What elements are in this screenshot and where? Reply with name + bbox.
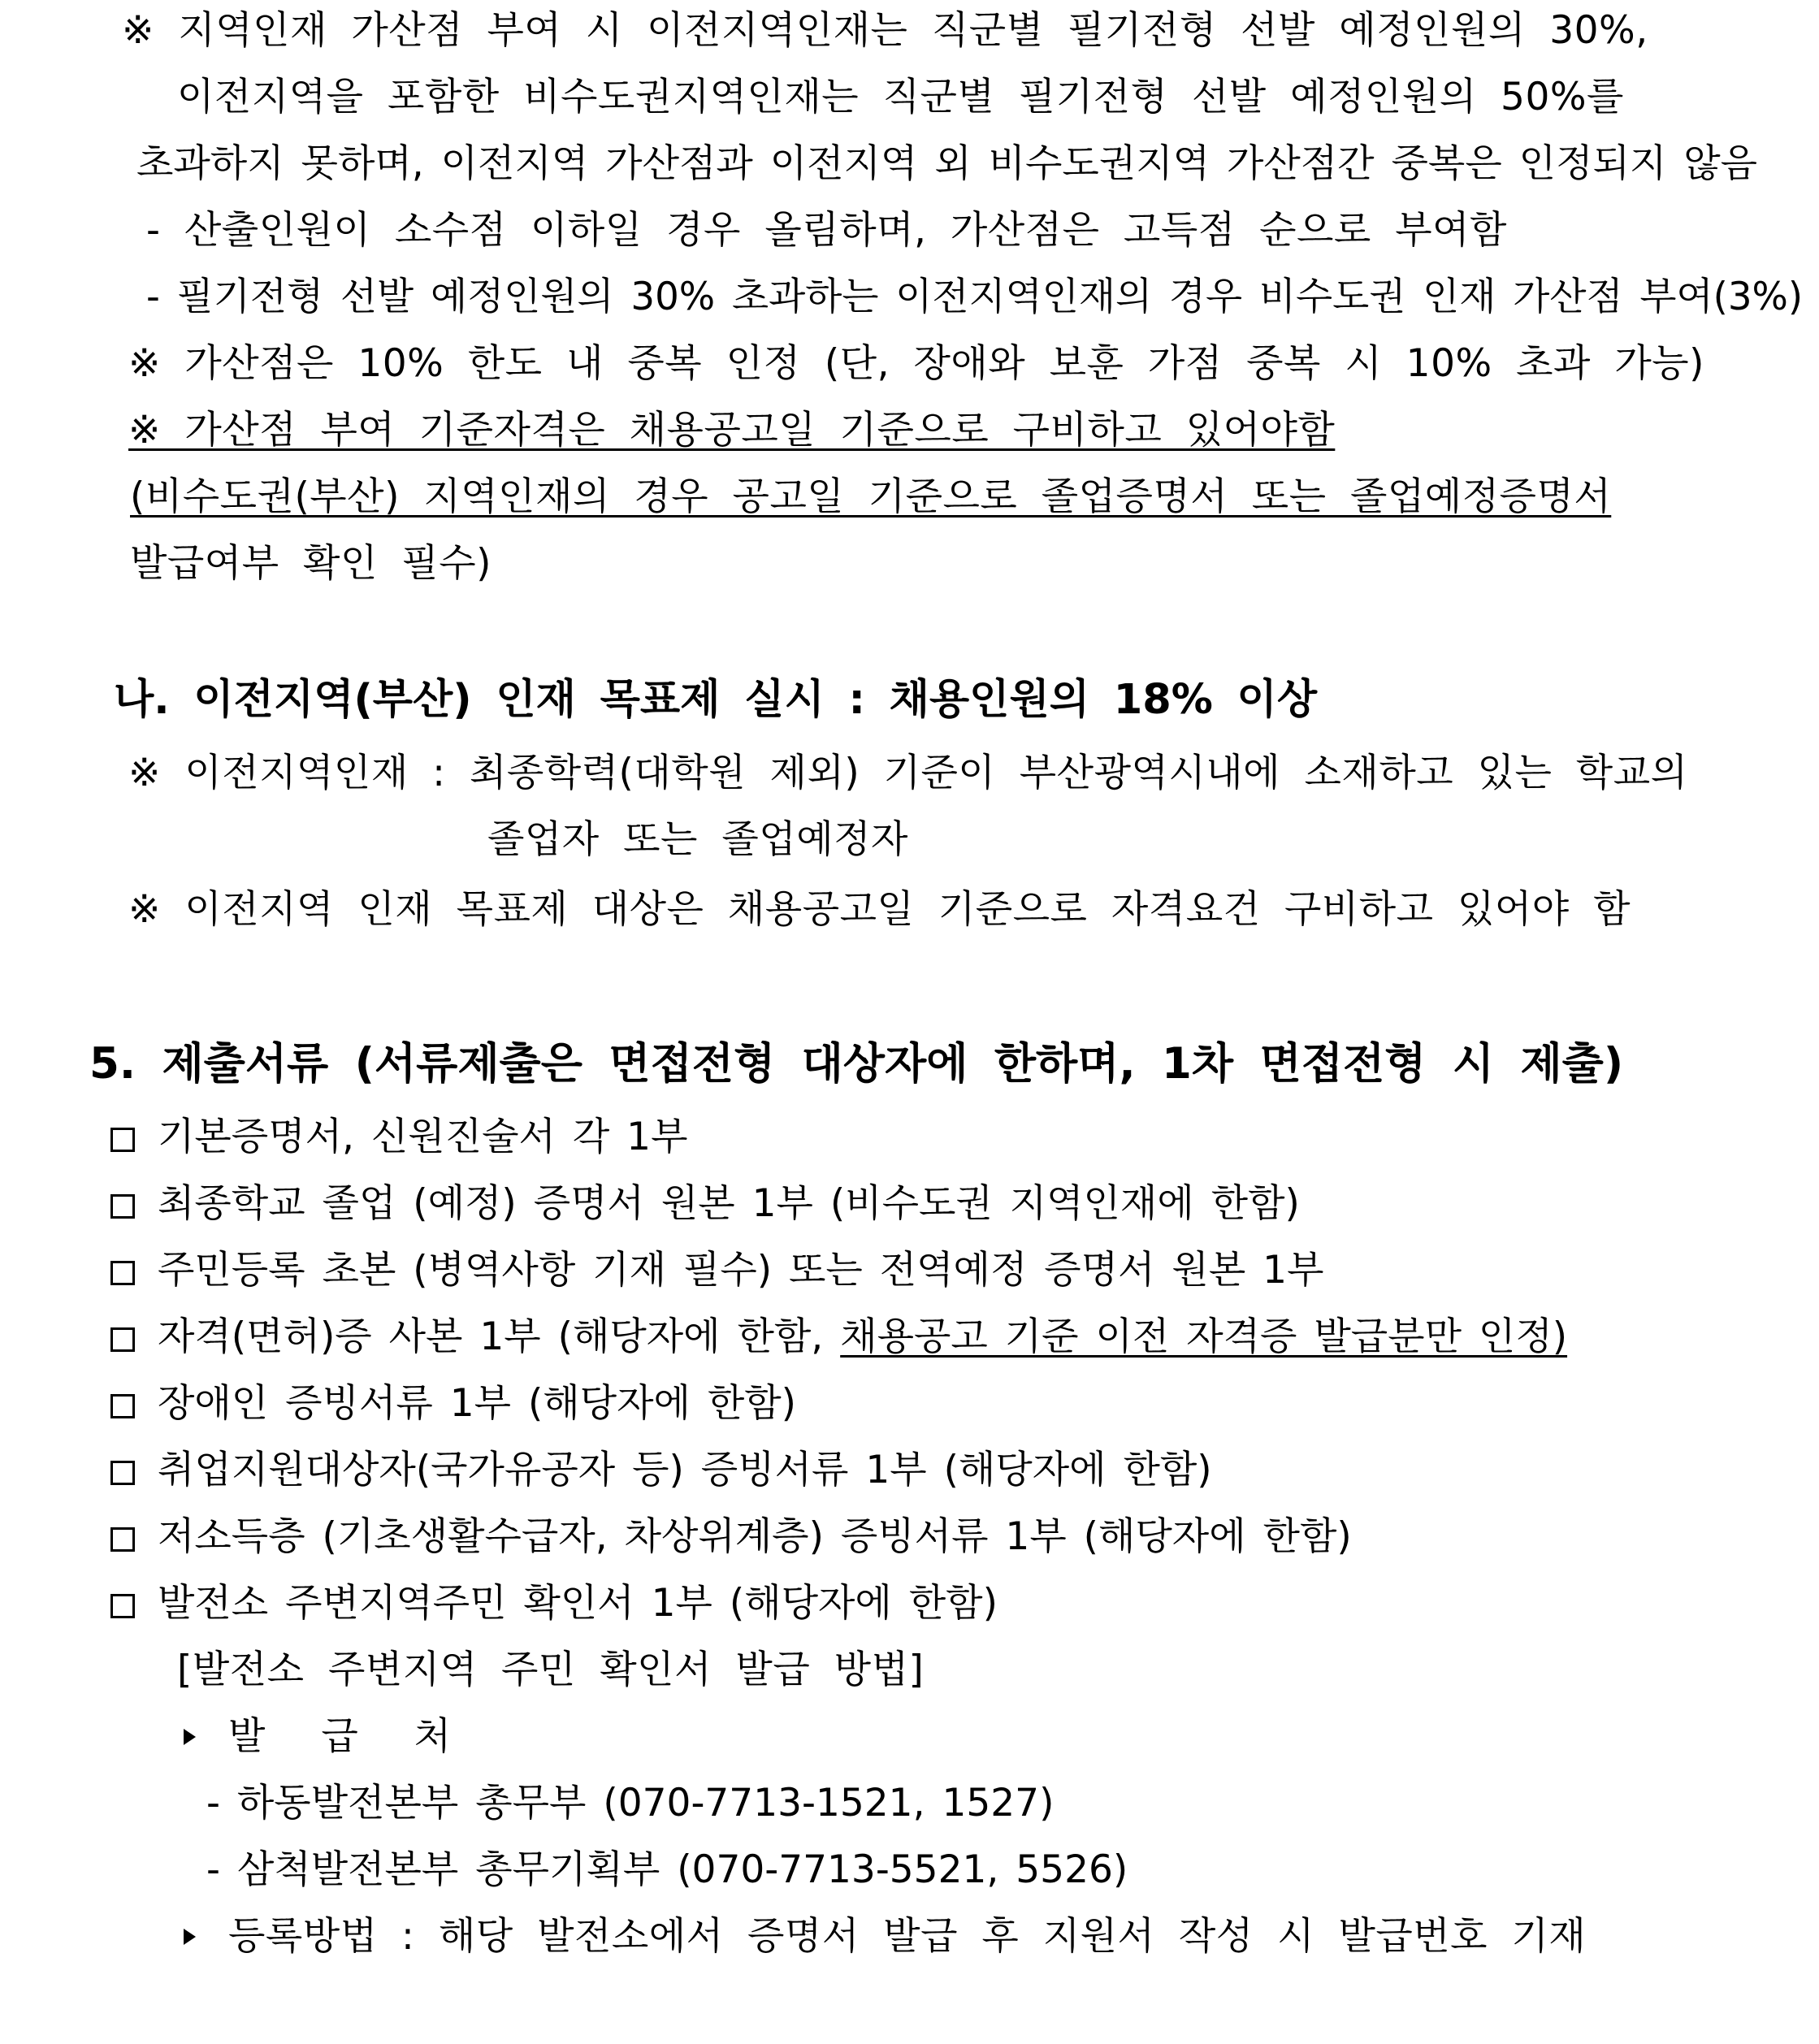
note-line: ※ 지역인재 가산점 부여 시 이전지역인재는 직군별 필기전형 선발 예정인원의 30%,: [122, 8, 1648, 53]
triangle-bullet-icon: [184, 1729, 196, 1745]
note-line-underlined: ※ 가산점 부여 기준자격은 채용공고일 기준으로 구비하고 있어야함: [128, 408, 1336, 453]
issuer-contact: - 하동발전본부 총무부 (070-7713-1521, 1527): [206, 1781, 1055, 1825]
underlined-condition: 채용공고 기준 이전 자격증 발급분만 인정): [840, 1314, 1568, 1359]
note-line: ※ 가산점은 10% 한도 내 중복 인정 (단, 장애와 보훈 가점 중복 시 10% 초과 가능): [128, 341, 1704, 386]
checkbox-icon: [110, 1594, 135, 1618]
checklist-item: 기본증명서, 신원진술서 각 1부: [110, 1113, 688, 1162]
note-line: 발급여부 확인 필수): [130, 541, 492, 586]
note-line-underlined: (비수도권(부산) 지역인재의 경우 공고일 기준으로 졸업증명서 또는 졸업예정증명서: [130, 474, 1612, 519]
issuer-heading: 발 급 처: [184, 1713, 467, 1761]
note-line: 졸업자 또는 졸업예정자: [487, 817, 908, 862]
checkbox-icon: [110, 1128, 135, 1152]
note-line: 이전지역을 포함한 비수도권지역인재는 직군별 필기전형 선발 예정인원의 50%를: [177, 75, 1624, 119]
checkbox-icon: [110, 1394, 135, 1418]
checkbox-icon: [110, 1527, 135, 1552]
checkbox-icon: [110, 1327, 135, 1352]
checkbox-icon: [110, 1194, 135, 1219]
issuer-contact: - 삼척발전본부 총무기획부 (070-7713-5521, 5526): [206, 1847, 1128, 1892]
checklist-item: 주민등록 초본 (병역사항 기재 필수) 또는 전역예정 증명서 원본 1부: [110, 1246, 1324, 1295]
section-heading: 5. 제출서류 (서류제출은 면접전형 대상자에 한하며, 1차 면접전형 시 제출): [89, 1039, 1624, 1089]
checklist-item: 취업지원대상자(국가유공자 등) 증빙서류 1부 (해당자에 한함): [110, 1446, 1212, 1495]
checklist-item: 발전소 주변지역주민 확인서 1부 (해당자에 한함): [110, 1579, 998, 1628]
checklist-item: 장애인 증빙서류 1부 (해당자에 한함): [110, 1379, 796, 1428]
checkbox-icon: [110, 1461, 135, 1485]
note-line: ※ 이전지역 인재 목표제 대상은 채용공고일 기준으로 자격요건 구비하고 있어야 함: [128, 887, 1631, 932]
checklist-item: 자격(면허)증 사본 1부 (해당자에 한함, 채용공고 기준 이전 자격증 발급분만 인정): [110, 1313, 1567, 1362]
note-line: 초과하지 못하며, 이전지역 가산점과 이전지역 외 비수도권지역 가산점간 중복은 인정되지 않음: [136, 141, 1758, 186]
checklist-item: 저소득층 (기초생활수급자, 차상위계층) 증빙서류 1부 (해당자에 한함): [110, 1513, 1352, 1561]
triangle-bullet-icon: [184, 1929, 196, 1945]
section-heading: 나. 이전지역(부산) 인재 목표제 실시 : 채용인원의 18% 이상: [114, 676, 1318, 724]
issue-method-title: [발전소 주변지역 주민 확인서 발급 방법]: [177, 1648, 925, 1692]
note-line: - 산출인원이 소수점 이하일 경우 올림하며, 가산점은 고득점 순으로 부여함: [146, 208, 1507, 253]
checklist-item: 최종학교 졸업 (예정) 증명서 원본 1부 (비수도권 지역인재에 한함): [110, 1180, 1300, 1228]
register-method: 등록방법 : 해당 발전소에서 증명서 발급 후 지원서 작성 시 발급번호 기재: [184, 1912, 1586, 1961]
checkbox-icon: [110, 1261, 135, 1285]
note-line: ※ 이전지역인재 : 최종학력(대학원 제외) 기준이 부산광역시내에 소재하고 있는 학교의: [128, 751, 1688, 795]
note-line: - 필기전형 선발 예정인원의 30% 초과하는 이전지역인재의 경우 비수도권 인재 가산점 부여(3%): [146, 275, 1804, 319]
